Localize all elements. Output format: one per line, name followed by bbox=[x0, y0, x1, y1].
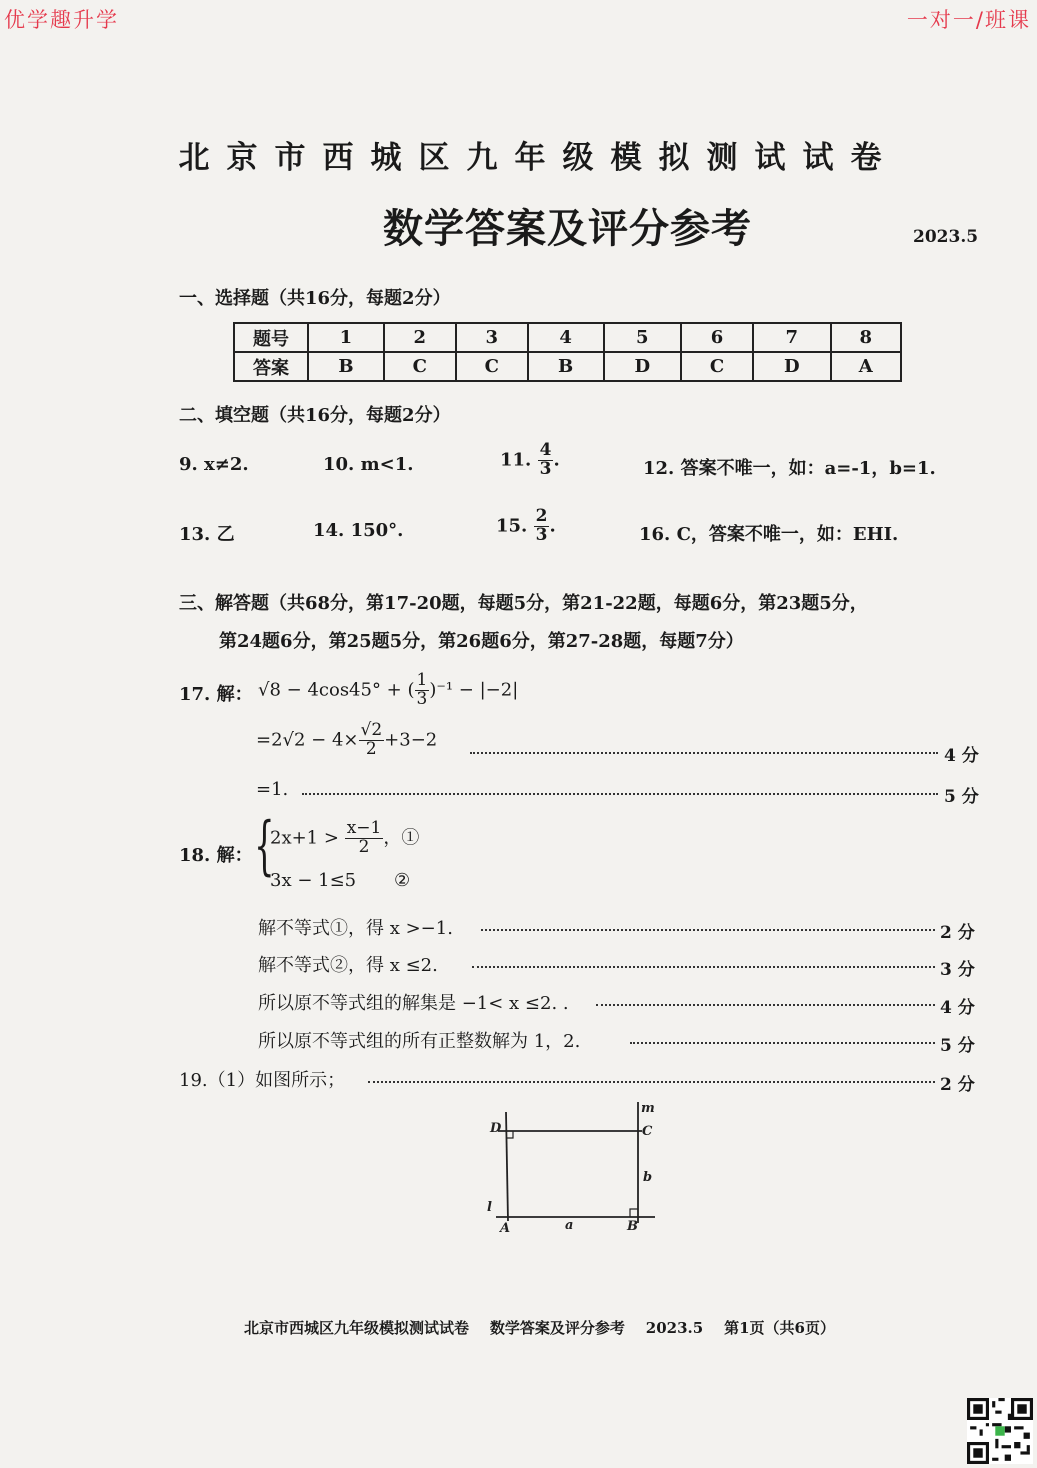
q17-numerator: 1 bbox=[416, 670, 428, 690]
table-cell: 6 bbox=[681, 323, 753, 352]
rectangle-figure bbox=[470, 1098, 670, 1243]
dotted-leader bbox=[470, 752, 938, 754]
dotted-leader bbox=[630, 1042, 935, 1044]
label-a-point: A bbox=[500, 1221, 511, 1236]
answer-q12: 12. 答案不唯一，如：a=-1，b=1. bbox=[643, 458, 936, 479]
table-cell: 3 bbox=[456, 323, 528, 352]
answer-q14: 14. 150°. bbox=[313, 520, 404, 541]
table-cell: 7 bbox=[753, 323, 831, 352]
q18-line3: 所以原不等式组的解集是 −1< x ≤2. . bbox=[258, 993, 569, 1014]
label-d: D bbox=[490, 1121, 502, 1136]
q11-fraction bbox=[538, 442, 554, 479]
answer-table bbox=[233, 322, 902, 382]
label-b: b bbox=[643, 1170, 653, 1185]
table-cell: C bbox=[681, 352, 753, 381]
answer-q11: 11. $\frac{4}{3}$ . bbox=[500, 440, 560, 479]
table-cell: B bbox=[308, 352, 384, 381]
section3-heading-line2: 第24题6分，第25题5分，第26题6分，第27-28题，每题7分） bbox=[219, 631, 744, 652]
dotted-leader bbox=[302, 793, 938, 795]
table-cell: 8 bbox=[831, 323, 901, 352]
score-label: 3 分 bbox=[940, 960, 975, 980]
table-cell: 4 bbox=[528, 323, 604, 352]
right-angle-mark bbox=[630, 1209, 638, 1217]
label-b-point: B bbox=[627, 1219, 638, 1234]
section2-heading: 二、填空题（共16分，每题2分） bbox=[179, 405, 451, 426]
table-cell: 2 bbox=[384, 323, 456, 352]
score-label: 4 分 bbox=[940, 998, 975, 1018]
dotted-leader bbox=[481, 929, 935, 931]
table-cell: 答案 bbox=[234, 352, 308, 381]
label-m: m bbox=[641, 1101, 655, 1116]
exam-title: 北京市西城区九年级模拟测试试卷 bbox=[178, 140, 899, 176]
table-cell: C bbox=[456, 352, 528, 381]
section1-heading: 一、选择题（共16分，每题2分） bbox=[179, 288, 451, 309]
q15-denominator: 3 bbox=[535, 524, 548, 545]
table-cell: A bbox=[831, 352, 901, 381]
label-a-length: a bbox=[565, 1218, 574, 1233]
q18-ineq1-numerator: x−1 bbox=[346, 818, 382, 838]
answer-q10: 10. m<1. bbox=[323, 454, 414, 475]
table-cell: 题号 bbox=[234, 323, 308, 352]
table-row bbox=[234, 323, 901, 352]
dotted-leader bbox=[368, 1081, 935, 1083]
watermark-right: 一对一/班课 bbox=[906, 8, 1031, 32]
q18-inequality-2-mark: ② bbox=[394, 870, 411, 891]
table-cell: C bbox=[384, 352, 456, 381]
line-l bbox=[506, 1112, 508, 1221]
q18-ineq1-a: 2x+1 > bbox=[270, 827, 339, 849]
table-cell: 5 bbox=[604, 323, 682, 352]
system-brace: { bbox=[254, 809, 275, 883]
table-cell: 1 bbox=[308, 323, 384, 352]
q15-label: 15. bbox=[496, 515, 528, 537]
q17-step1-a: =2√2 − 4× bbox=[256, 729, 359, 751]
table-cell: B bbox=[528, 352, 604, 381]
answer-q15: 15. $\frac{2}{3}$ . bbox=[496, 506, 556, 545]
q11-denominator: 3 bbox=[539, 458, 552, 479]
qr-code bbox=[967, 1398, 1033, 1464]
answer-q13: 13. 乙 bbox=[179, 524, 235, 545]
answer-q16: 16. C，答案不唯一，如：EHI. bbox=[639, 524, 899, 545]
score-label: 5 分 bbox=[944, 787, 979, 807]
q18-ineq1-fraction bbox=[345, 820, 384, 857]
table-cell: D bbox=[753, 352, 831, 381]
q18-line4: 所以原不等式组的所有正整数解为 1，2. bbox=[258, 1031, 581, 1052]
score-label: 5 分 bbox=[940, 1036, 975, 1056]
q17-step1 bbox=[256, 722, 437, 759]
score-label: 2 分 bbox=[940, 1075, 975, 1095]
q17-step1-numerator: √2 bbox=[360, 720, 383, 740]
q17-denominator: 3 bbox=[416, 688, 428, 709]
q17-step2: =1. bbox=[256, 779, 289, 800]
page-title: 数学答案及评分参考 bbox=[383, 205, 752, 252]
q18-label: 18. 解： bbox=[179, 845, 253, 866]
q18-line1: 解不等式①，得 x >−1. bbox=[258, 918, 453, 939]
label-l: l bbox=[487, 1200, 492, 1215]
q15-fraction bbox=[534, 508, 550, 545]
answer-q9: 9. x≠2. bbox=[179, 454, 249, 475]
date: 2023.5 bbox=[913, 227, 979, 247]
q18-inequality-2: 3x − 1≤5 bbox=[270, 870, 357, 891]
q17-fraction bbox=[415, 672, 430, 709]
q11-label: 11. bbox=[500, 449, 532, 471]
q17-step1-denominator: 2 bbox=[365, 738, 377, 759]
q11-numerator: 4 bbox=[539, 440, 552, 460]
q18-line2: 解不等式②，得 x ≤2. bbox=[258, 955, 438, 976]
q18-ineq1-mark: ，① bbox=[383, 827, 420, 849]
q18-ineq1-denominator: 2 bbox=[358, 836, 370, 857]
watermark-left: 优学趣升学 bbox=[4, 8, 119, 32]
dotted-leader bbox=[596, 1004, 935, 1006]
q17-step1-fraction bbox=[359, 722, 385, 759]
table-row bbox=[234, 352, 901, 381]
q17-expr-a: √8 − 4cos45° + ( bbox=[258, 679, 415, 701]
q17-expression bbox=[258, 672, 518, 709]
label-c: C bbox=[642, 1124, 653, 1139]
q19-line: 19.（1）如图所示； bbox=[179, 1070, 346, 1091]
q17-step1-b: +3−2 bbox=[384, 729, 438, 751]
dotted-leader bbox=[472, 966, 935, 968]
score-label: 4 分 bbox=[944, 746, 979, 766]
q18-inequality-1 bbox=[270, 820, 419, 857]
q17-expr-b: )⁻¹ − |−2| bbox=[429, 679, 519, 701]
score-label: 2 分 bbox=[940, 923, 975, 943]
table-cell: D bbox=[604, 352, 682, 381]
page-footer: 北京市西城区九年级模拟测试试卷 数学答案及评分参考 2023.5 第1页（共6页） bbox=[244, 1319, 835, 1337]
section3-heading-line1: 三、解答题（共68分，第17-20题，每题5分，第21-22题，每题6分，第23题5分， bbox=[179, 593, 868, 614]
q17-label: 17. 解： bbox=[179, 684, 253, 705]
q15-numerator: 2 bbox=[535, 506, 548, 526]
